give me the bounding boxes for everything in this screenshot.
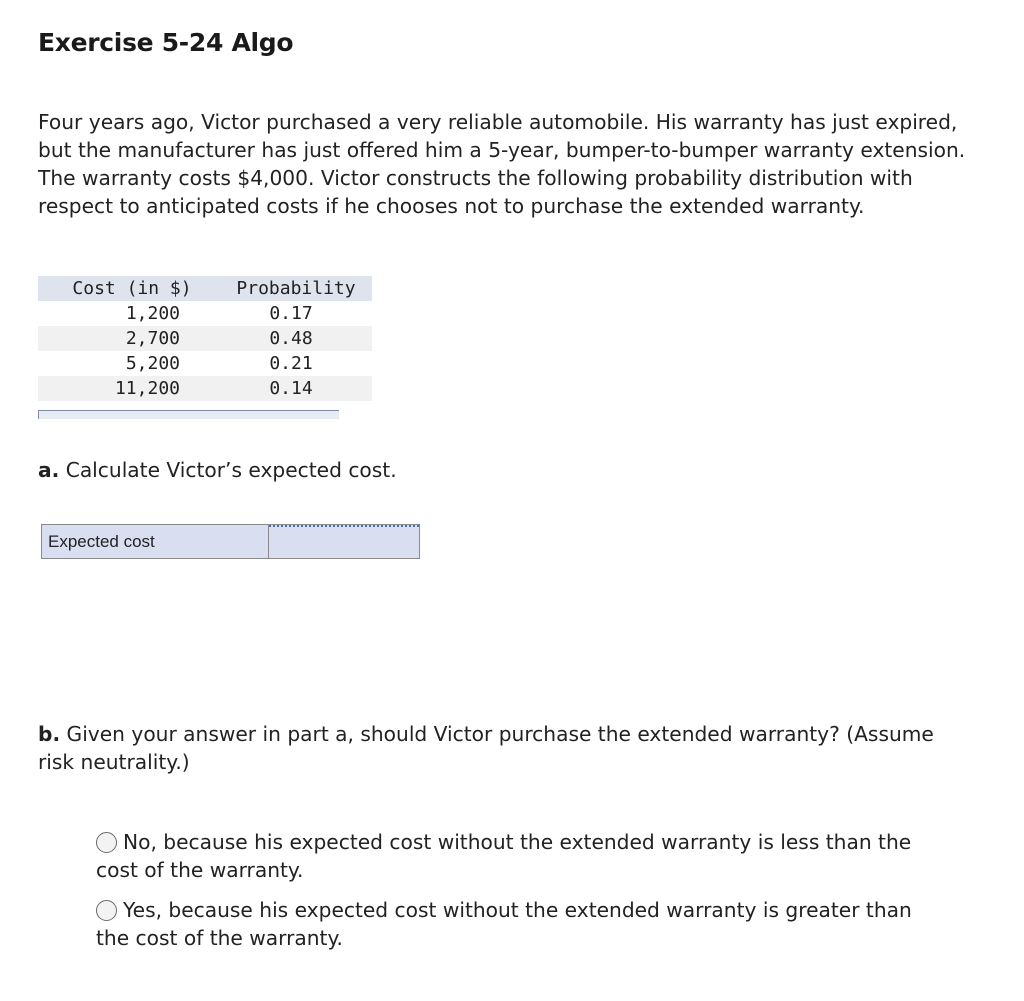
cost-cell: 2,700: [38, 326, 220, 351]
probability-cell: 0.17: [269, 303, 313, 324]
table-row: [38, 326, 372, 351]
table-footer: [38, 410, 339, 419]
expected-cost-row: [41, 524, 420, 559]
header-cost: Cost (in $): [38, 276, 220, 301]
probability-cell: 0.14: [220, 376, 372, 401]
part-a-letter: a.: [38, 458, 60, 482]
cost-cell: 5,200: [125, 353, 180, 374]
probability-cell: 0.21: [269, 353, 313, 374]
table-row: [38, 301, 372, 326]
option-yes-text: Yes, because his expected cost without the extended warranty is greater than the cost of the warranty.: [96, 898, 912, 950]
expected-cost-input[interactable]: [269, 525, 419, 558]
part-b-text: Given your answer in part a, should Victor purchase the extended warranty? (Assume risk neutrality.): [38, 722, 934, 774]
table-row: [38, 351, 372, 376]
option-no-text: No, because his expected cost without the extended warranty is less than the cost of the warranty.: [96, 830, 912, 882]
exercise-prompt: Four years ago, Victor purchased a very reliable automobile. His warranty has just expired, but the manufacturer has just offered him a 5-year, bumper-to-bumper warranty extension. The warranty costs $4,000. Victor constructs the following probability distribution with respect to anticipated costs if he chooses not to purchase the extended warranty.: [38, 110, 966, 218]
part-b-question: [38, 720, 958, 776]
cost-cell: 11,200: [38, 376, 220, 401]
part-a-question: [38, 458, 397, 482]
table-row: [38, 376, 372, 401]
radio-no[interactable]: [96, 832, 117, 853]
probability-table: [38, 276, 372, 401]
part-a-text: Calculate Victor’s expected cost.: [65, 458, 397, 482]
radio-yes[interactable]: [96, 900, 117, 921]
exercise-title: Exercise 5-24 Algo: [38, 28, 294, 57]
expected-cost-label: Expected cost: [42, 525, 269, 558]
probability-cell: 0.48: [220, 326, 372, 351]
cost-cell: 1,200: [125, 303, 180, 324]
header-probability: Probability: [220, 276, 372, 301]
option-no[interactable]: [96, 828, 946, 884]
option-yes[interactable]: [96, 896, 946, 952]
part-b-letter: b.: [38, 722, 61, 746]
